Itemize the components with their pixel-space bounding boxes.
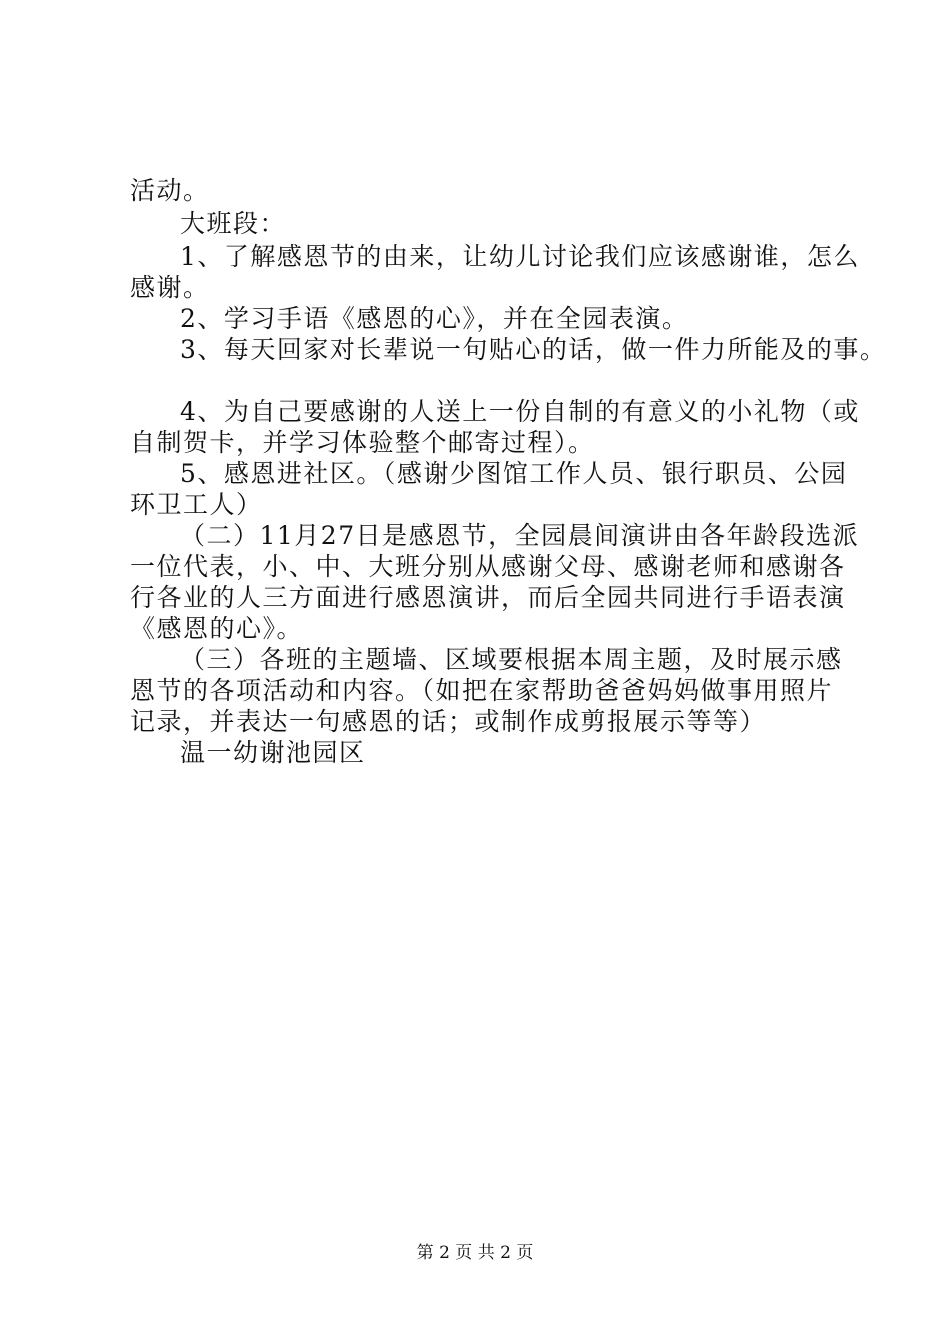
- text-line: 感谢。: [130, 273, 210, 302]
- text-line: 自制贺卡，并学习体验整个邮寄过程）。: [130, 428, 595, 457]
- text-line: 行各业的人三方面进行感恩演讲，而后全园共同进行手语表演: [130, 583, 846, 612]
- text-line: 《感恩的心》。: [130, 614, 304, 643]
- list-item: 3、每天回家对长辈说一句贴心的话，做一件力所能及的事。: [180, 335, 887, 364]
- text-line: 记录，并表达一句感恩的话；或制作成剪报展示等等）: [130, 707, 767, 736]
- text-line: 活动。: [130, 176, 210, 205]
- section-heading: 大班段：: [180, 209, 287, 238]
- paragraph-start: （二）11月27日是感恩节，全园晨间演讲由各年龄段选派: [180, 521, 860, 550]
- text-line: 恩节的各项活动和内容。（如把在家帮助爸爸妈妈做事用照片: [130, 676, 834, 705]
- list-item: 5、感恩进社区。（感谢少图馆工作人员、银行职员、公园: [180, 459, 848, 488]
- text-line: 环卫工人）: [130, 490, 263, 519]
- list-item: 4、为自己要感谢的人送上一份自制的有意义的小礼物（或: [180, 397, 860, 426]
- list-item: 1、了解感恩节的由来，让幼儿讨论我们应该感谢谁，怎么: [180, 242, 860, 271]
- page-footer: 第 2 页 共 2 页: [416, 1243, 534, 1263]
- paragraph-start: （三）各班的主题墙、区域要根据本周主题，及时展示感: [180, 645, 843, 674]
- signature-line: 温一幼谢池园区: [180, 738, 366, 767]
- text-line: 一位代表，小、中、大班分别从感谢父母、感谢老师和感谢各: [130, 552, 846, 581]
- list-item: 2、学习手语《感恩的心》，并在全园表演。: [180, 304, 689, 333]
